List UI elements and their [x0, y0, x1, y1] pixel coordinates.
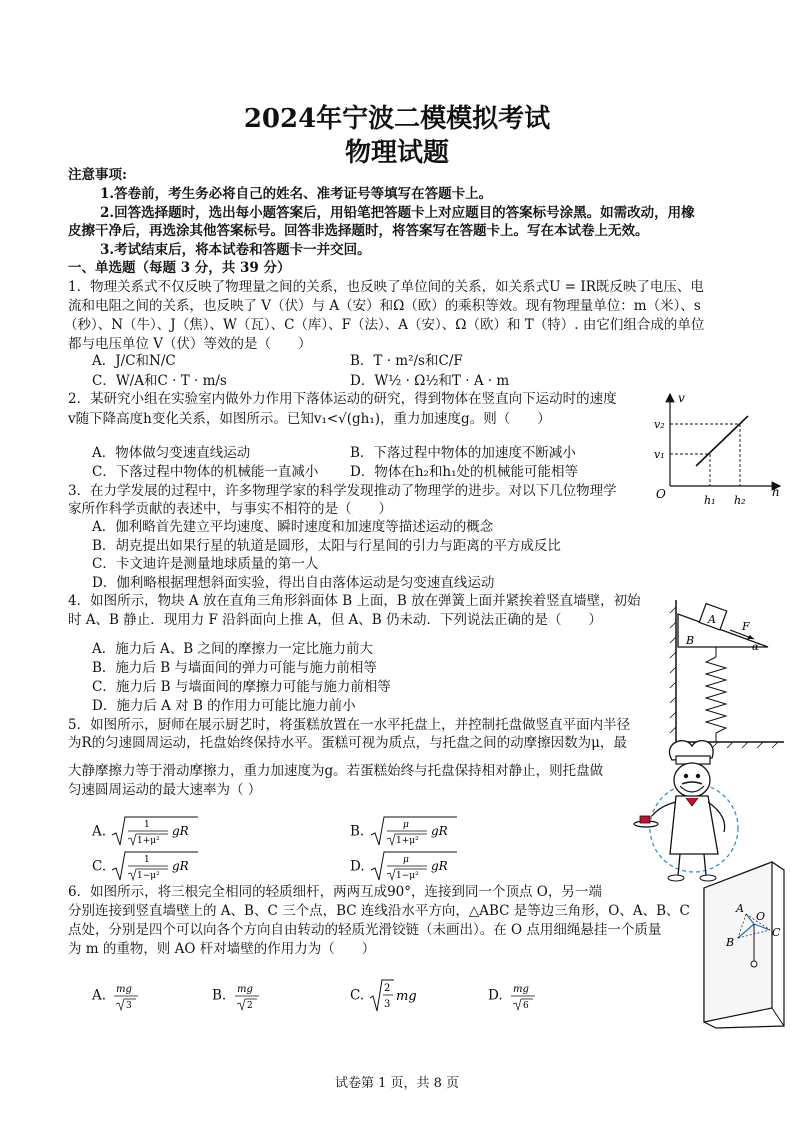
svg-text:gR: gR	[430, 824, 448, 838]
q6-formula-b	[231, 980, 265, 1012]
wall-rods-figure	[698, 858, 790, 1034]
q5-formula-d	[369, 850, 459, 884]
fig4-label-b: B	[686, 634, 695, 647]
svg-text:3: 3	[384, 999, 391, 1010]
svg-text:1−μ²: 1−μ²	[137, 871, 161, 881]
q6-label-c: C.	[350, 987, 365, 1004]
q5-line: 匀速圆周运动的最大速率为（ ）	[68, 782, 262, 798]
q3-option-a: A．伽利略首先建立平均速度、瞬时速度和加速度等描述运动的概念	[92, 519, 494, 535]
svg-text:gR: gR	[172, 859, 190, 873]
q5-line: 5．如图所示，厨师在展示厨艺时，将蛋糕放置在一水平托盘上，并控制托盘做竖直平面内半径	[68, 717, 631, 733]
q3-line: 3．在力学发展的过程中，许多物理学家的科学发现推动了物理学的进步。对以下几位物理学	[68, 483, 617, 499]
q5-label-d: D.	[350, 858, 365, 875]
q6-label-b: B.	[212, 987, 227, 1004]
q1-line: 1．物理关系式不仅反映了物理量之间的关系，也反映了单位间的关系，如关系式U = IR既反映了电压、电	[68, 279, 704, 295]
q5-label-b: B.	[350, 823, 365, 840]
graph-h2: h₂	[734, 494, 746, 507]
notice-item-2b: 皮擦干净后，再选涂其他答案标号。回答非选择题时，将答案写在答题卡上。写在本试卷上无效。	[68, 223, 649, 239]
q5-option-b	[350, 815, 459, 849]
graph-origin: O	[656, 487, 666, 501]
fig4-label-f: F	[742, 620, 750, 633]
q6-formula-c	[368, 978, 424, 1014]
svg-text:2: 2	[246, 1001, 253, 1011]
q5-label-a: A.	[92, 823, 107, 840]
svg-text:gR: gR	[172, 824, 190, 838]
q5-formula-c	[110, 850, 200, 884]
q5-label-c: C.	[92, 858, 107, 875]
q6-label-d: D.	[488, 987, 503, 1004]
q6-line: 6．如图所示，将三根完全相同的轻质细杆，两两互成90°，连接到同一个顶点 O，另一端	[68, 884, 602, 900]
svg-text:6: 6	[522, 1001, 529, 1011]
section-heading: 一、单选题（每题 3 分，共 39 分）	[68, 260, 291, 276]
fig4-label-alpha: α	[752, 642, 759, 653]
svg-text:1+μ²: 1+μ²	[137, 836, 161, 846]
q2-option-b: B．下落过程中物体的加速度不断减小	[350, 445, 576, 461]
q5-option-d	[350, 850, 459, 884]
q1-line: （秒）、N（牛）、J（焦）、W（瓦）、C（库）、F（法）、A（安）、Ω（欧）和 T（特）. 由它们组合成的单位	[64, 317, 705, 333]
q2-option-d: D．物体在h₂和h₁处的机械能可能相等	[350, 464, 579, 480]
q3-line: 家所作科学贡献的表述中，与事实不相符的是（ ）	[68, 501, 392, 517]
svg-text:mg: mg	[116, 984, 133, 995]
graph-axis-v: v	[678, 391, 685, 405]
q6-label-a: A.	[92, 987, 107, 1004]
q5-line: 大静摩擦力等于滑动摩擦力，重力加速度为g。若蛋糕始终与托盘保持相对静止，则托盘做	[68, 763, 604, 779]
notice-item-3: 3.考试结束后，将本试卷和答题卡一并交回。	[100, 242, 371, 258]
velocity-height-graph	[648, 388, 788, 510]
q4-option-d: D．施力后 A 对 B 的作用力可能比施力前小	[92, 698, 356, 714]
svg-text:3: 3	[126, 1001, 133, 1011]
q6-option-a	[92, 980, 144, 1012]
q4-option-c: C．施力后 B 与墙面间的摩擦力可能与施力前相等	[92, 679, 391, 695]
q6-option-b	[212, 980, 265, 1012]
svg-text:gR: gR	[430, 859, 448, 873]
notice-heading: 注意事项:	[68, 167, 127, 183]
svg-text:1+μ²: 1+μ²	[395, 836, 419, 846]
q1-option-a: A．J/C和N/C	[92, 353, 176, 369]
q2-option-c: C．下落过程中物体的机械能一直减小	[92, 464, 319, 480]
q5-line: 为R的匀速圆周运动，托盘始终保持水平。蛋糕可视为质点，与托盘之间的动摩擦因数为μ，最	[68, 735, 627, 751]
q5-option-c	[92, 850, 200, 884]
q3-option-d: D．伽利略根据理想斜面实验，得出自由落体运动是匀变速直线运动	[92, 575, 495, 591]
page-footer: 试卷第 1 页，共 8 页	[334, 1076, 460, 1091]
q6-option-c	[350, 978, 424, 1014]
fig4-label-a: A	[708, 613, 716, 626]
notice-item-1: 1.答卷前，考生务必将自己的姓名、准考证号等填写在答题卡上。	[100, 186, 493, 202]
fig6-label-a: A	[736, 902, 744, 915]
page-subtitle: 物理试题	[344, 138, 449, 168]
q3-option-b: B．胡克提出如果行星的轨道是圆形，太阳与行星间的引力与距离的平方成反比	[92, 538, 561, 554]
q1-option-b: B．T · m²/s和C/F	[350, 353, 463, 369]
graph-v1: v₁	[654, 448, 665, 461]
q2-option-a: A．物体做匀变速直线运动	[92, 445, 251, 461]
svg-text:1: 1	[144, 820, 151, 830]
fig6-label-o: O	[756, 910, 766, 923]
q6-line: 点处，分别是四个可以向各个方向自由转动的轻质光滑铰链（未画出）。在 O 点用细绳悬挂一个质量	[68, 922, 662, 938]
q1-line: 都与电压单位 V（伏）等效的是（ ）	[68, 336, 312, 352]
q6-option-d	[488, 980, 541, 1012]
q3-option-c: C．卡文迪许是测量地球质量的第一人	[92, 556, 319, 572]
fig6-label-c: C	[772, 926, 781, 939]
q4-line: 时 A、B 静止．现用力 F 沿斜面向上推 A，但 A、B 仍未动．下列说法正确的是（ ）	[68, 612, 602, 628]
q1-option-c: C．W/A和C · T · m/s	[92, 373, 227, 389]
svg-text:mg: mg	[396, 989, 418, 1004]
q4-line: 4．如图所示，物块 A 放在直角三角形斜面体 B 上面，B 放在弹簧上面并紧挨着竖直墙壁，初始	[68, 593, 641, 609]
notice-item-2a: 2.回答选择题时，选出每小题答案后，用铅笔把答题卡上对应题目的答案标号涂黑。如需改动，用橡	[100, 205, 695, 221]
q6-formula-a	[110, 980, 144, 1012]
page-title: 2024年宁波二模模拟考试	[243, 104, 551, 134]
q6-line: 为 m 的重物，则 AO 杆对墙壁的作用力为（ ）	[68, 941, 376, 957]
q4-option-a: A．施力后 A、B 之间的摩擦力一定比施力前大	[92, 641, 374, 657]
q5-formula-a	[110, 815, 200, 849]
svg-text:μ: μ	[402, 855, 409, 865]
svg-text:1: 1	[144, 855, 151, 865]
q2-line: 2．某研究小组在实验室内做外力作用下落体运动的研究，得到物体在竖直向下运动时的速度	[68, 391, 617, 407]
graph-axis-h: h	[772, 485, 780, 499]
svg-text:mg: mg	[512, 984, 529, 995]
svg-text:μ: μ	[402, 820, 409, 830]
svg-text:2: 2	[384, 983, 391, 994]
q5-formula-b	[369, 815, 459, 849]
svg-text:mg: mg	[236, 984, 253, 995]
q5-option-a	[92, 815, 200, 849]
q1-option-d: D．W½ · Ω½和T · A · m	[350, 373, 510, 389]
q4-option-b: B．施力后 B 与墙面间的弹力可能与施力前相等	[92, 660, 377, 676]
wedge-spring-figure	[668, 592, 788, 752]
q1-line: 流和电阻之间的关系，也反映了 V（伏）与 A（安）和Ω（欧）的乘积等效。现有物理量单位：m（米）、s	[68, 298, 701, 314]
q6-formula-d	[507, 980, 541, 1012]
q2-line: v随下降高度h变化关系，如图所示。已知v₁<√(gh₁)，重力加速度g。则（ ）	[68, 411, 551, 427]
graph-h1: h₁	[704, 494, 716, 507]
svg-text:1−μ²: 1−μ²	[395, 871, 419, 881]
q6-line: 分别连接到竖直墙壁上的 A、B、C 三个点，BC 连线沿水平方向，△ABC 是等边三角形，O、A、B、C	[68, 903, 690, 919]
fig6-label-b: B	[726, 936, 735, 949]
graph-v2: v₂	[654, 418, 665, 431]
